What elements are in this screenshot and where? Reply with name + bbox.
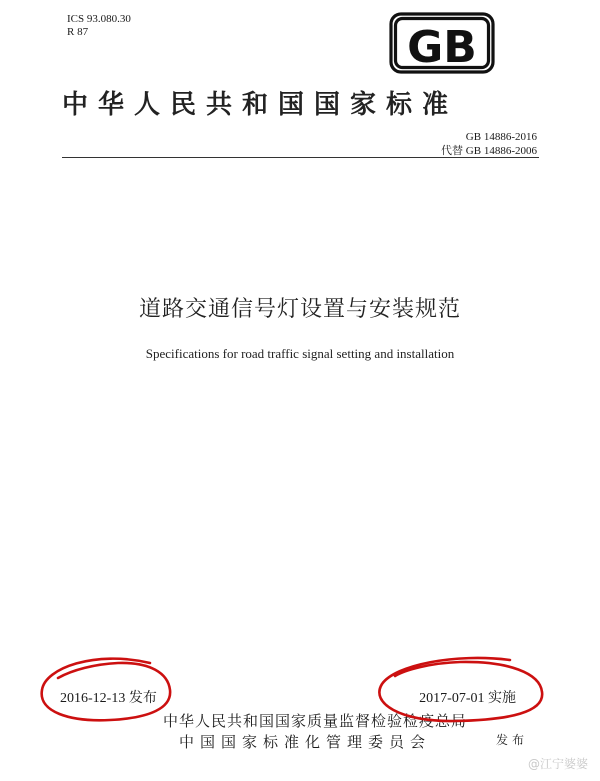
replaces-note: 代替 GB 14886-2006 (441, 145, 537, 157)
logo-text: GB (407, 22, 477, 73)
issue-date: 2016-12-13 发布 (60, 691, 157, 706)
issuer-line-1: 中华人民共和国国家质量监督检验检疫总局 (162, 712, 467, 730)
implementation-date: 2017-07-01 实施 (419, 691, 516, 706)
standard-number: GB 14886-2016 (465, 131, 537, 143)
standard-number-block (441, 130, 537, 158)
issuer-line-2: 中国国家标准化管理委员会 (178, 733, 431, 751)
header-divider (62, 157, 539, 158)
ccs-code: R 87 (67, 26, 89, 38)
issue-label: 发布 (496, 733, 529, 747)
standard-title: 中华人民共和国国家标准 (62, 90, 459, 120)
document-title-en: Specifications for road traffic signal setting and installation (145, 346, 455, 361)
document-title-cn: 道路交通信号灯设置与安装规范 (138, 297, 461, 322)
watermark: @江宁婆婆 (527, 757, 588, 771)
classification-codes (67, 13, 131, 39)
ics-code: ICS 93.080.30 (67, 13, 131, 25)
gb-logo (388, 11, 496, 75)
